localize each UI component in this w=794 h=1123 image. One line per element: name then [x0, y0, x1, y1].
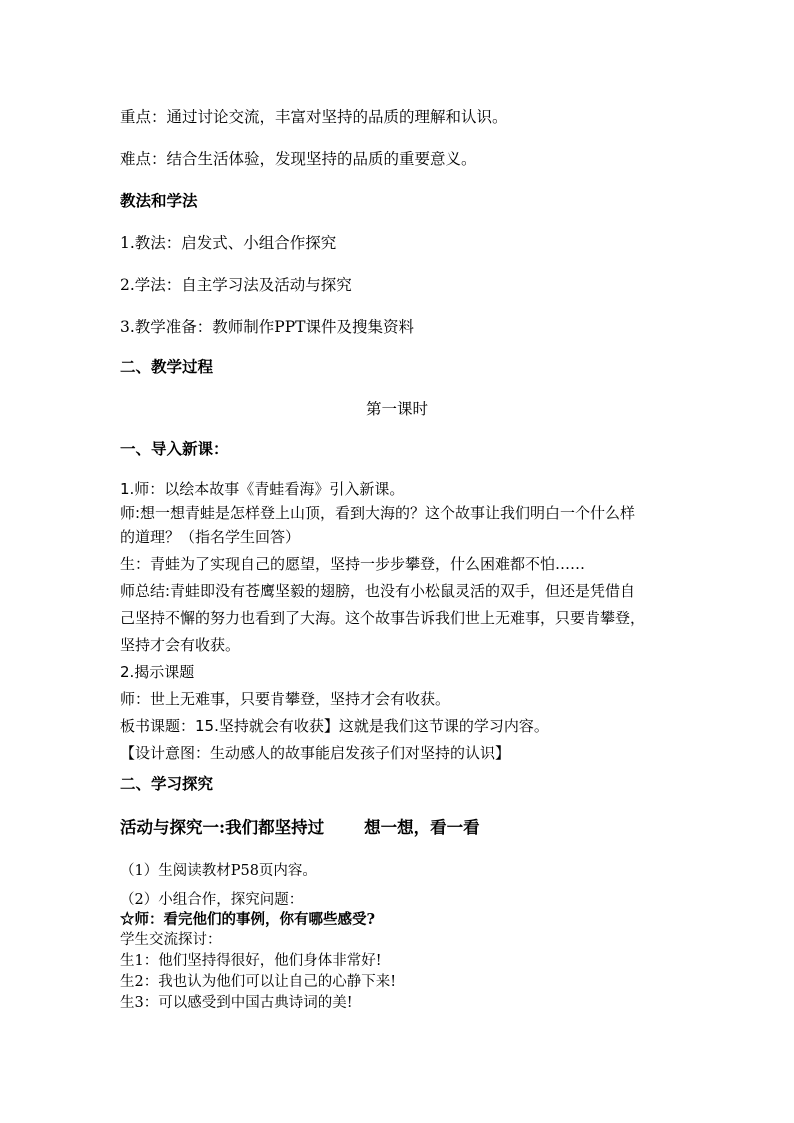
teacher-question-line-2: 的道理？（指名学生回答）	[120, 528, 301, 546]
student-3-response: 生3：可以感受到中国古典诗词的美!	[120, 995, 353, 1011]
teaching-method-line: 1.教法：启发式、小组合作探究	[120, 234, 337, 252]
step-read-textbook: （1）生阅读教材P58页内容。	[120, 863, 317, 879]
learning-method-line: 2.学法：自主学习法及活动与探究	[120, 276, 352, 294]
board-title-line: 板书课题：15.坚持就会有收获】这就是我们这节课的学习内容。	[120, 717, 549, 735]
teaching-prep-line: 3.教学准备：教师制作PPT课件及搜集资料	[120, 318, 414, 336]
intro-step-1: 1.师：以绘本故事《青蛙看海》引入新课。	[120, 480, 405, 498]
difficulty-line: 难点：结合生活体验，发现坚持的品质的重要意义。	[120, 150, 477, 168]
key-point-line: 重点：通过讨论交流，丰富对坚持的品质的理解和认识。	[120, 108, 508, 126]
student-1-response: 生1：他们坚持得很好，他们身体非常好!	[120, 953, 382, 969]
section-heading-explore: 二、学习探究	[120, 774, 214, 793]
activity-title: 活动与探究一:我们都坚持过	[120, 818, 325, 837]
student-discussion-line: 学生交流探讨：	[120, 932, 222, 948]
teacher-summary-line-1: 师总结:青蛙即没有苍鹰坚毅的翅膀，也没有小松鼠灵活的双手，但还是凭借自	[120, 582, 636, 600]
activity-heading	[120, 818, 480, 838]
teacher-summary-line-3: 坚持才会有收获。	[120, 636, 241, 654]
step-group-work: （2）小组合作，探究问题：	[120, 892, 304, 908]
teacher-prompt-line: ☆师：看完他们的事例，你有哪些感受?	[120, 911, 375, 928]
teacher-statement-line: 师：世上无难事，只要肯攀登，坚持才会有收获。	[120, 690, 451, 708]
teacher-summary-line-2: 己坚持不懈的努力也看到了大海。这个故事告诉我们世上无难事，只要肯攀登，	[120, 609, 646, 627]
student-2-response: 生2：我也认为他们可以让自己的心静下来!	[120, 974, 397, 990]
intro-step-2: 2.揭示课题	[120, 663, 195, 681]
section-heading-methods: 教法和学法	[120, 191, 198, 210]
teacher-question-line-1: 师:想一想青蛙是怎样登上山顶，看到大海的？这个故事让我们明白一个什么样	[120, 504, 636, 522]
activity-subtitle: 想一想，看一看	[364, 818, 480, 837]
section-heading-process: 二、教学过程	[120, 357, 214, 376]
design-intent-line: 【设计意图：生动感人的故事能启发孩子们对坚持的认识】	[120, 744, 511, 762]
student-answer-line: 生：青蛙为了实现自己的愿望，坚持一步步攀登，什么困难都不怕……	[120, 555, 586, 573]
lesson-period-title: 第一课时	[365, 400, 428, 418]
section-heading-intro: 一、导入新课：	[120, 439, 229, 458]
